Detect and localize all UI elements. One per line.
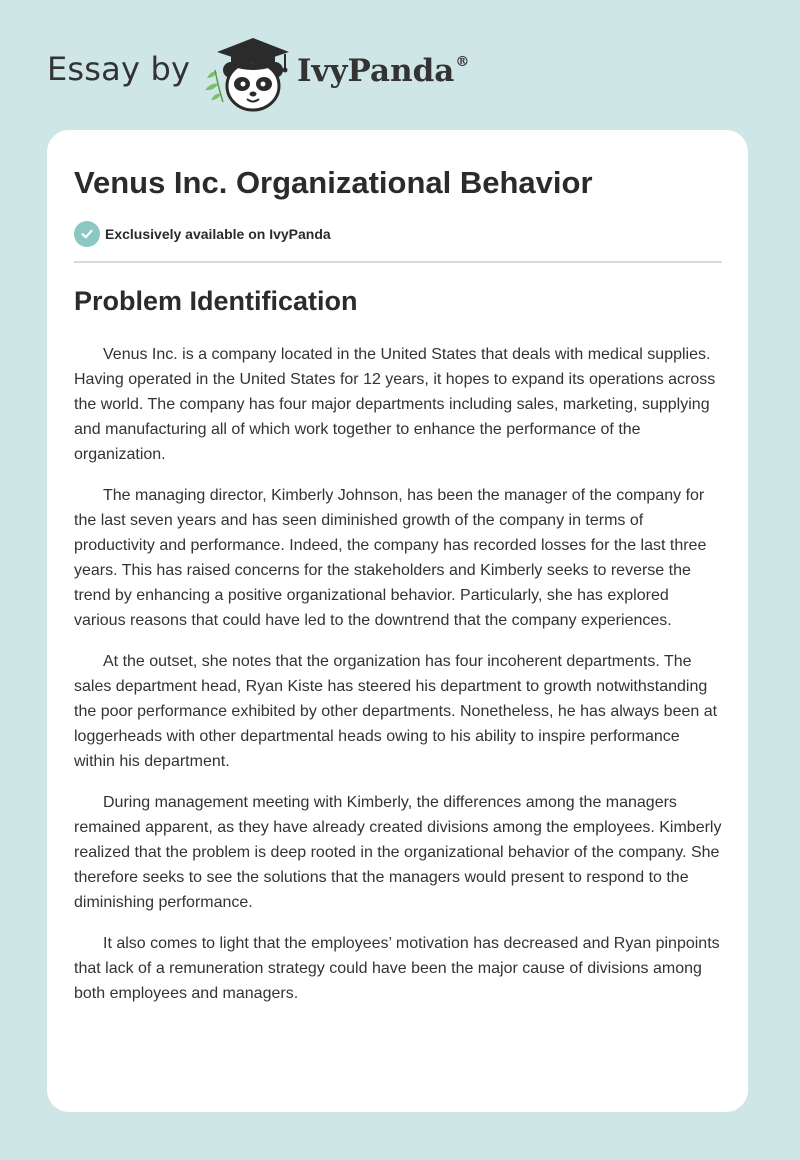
paragraph: At the outset, she notes that the organization has four incoherent departments. The sales department head, Ryan Kiste has steered his department to growth notwithstanding the poor performance exhibited by other departments. Nonetheless, he has always been at loggerheads with other departmental heads owing to his ability to inspire performance within his department. bbox=[74, 653, 718, 770]
section-heading: Problem Identification bbox=[74, 286, 358, 316]
panda-logo-icon bbox=[201, 34, 297, 114]
check-circle-icon bbox=[74, 221, 100, 247]
paragraph: The managing director, Kimberly Johnson, has been the manager of the company for the last seven years and has seen diminished growth of the company in terms of productivity and performance. Indeed, the company has recorded losses for the last three years. This has raised concerns for the stakeholders and Kimberly seeks to reverse the trend by enhancing a positive organizational behavior. Particularly, she has explored various reasons that could have led to the downtrend that the company experiences. bbox=[74, 487, 707, 629]
essay-body bbox=[74, 342, 724, 1022]
divider bbox=[74, 261, 722, 263]
brand-name: IvyPanda® bbox=[297, 53, 470, 89]
paragraph: During management meeting with Kimberly, the differences among the managers remained apparent, as they have already created divisions among the employees. Kimberly realized that the problem is deep rooted in the organizational behavior of the company. She therefore seeks to see the solutions that the managers would present to respond to the diminishing performance. bbox=[74, 794, 722, 911]
brand-header bbox=[47, 28, 507, 118]
exclusive-badge bbox=[74, 221, 331, 247]
brand-prefix: Essay by bbox=[47, 50, 191, 88]
page-title: Venus Inc. Organizational Behavior bbox=[74, 165, 593, 200]
badge-text: Exclusively available on IvyPanda bbox=[105, 226, 331, 242]
paragraph: Venus Inc. is a company located in the United States that deals with medical supplies. Having operated in the United States for 12 years, it hopes to expand its operations across the world. The company has four major departments including sales, marketing, supplying and manufacturing all of which work together to enhance the performance of the organization. bbox=[74, 346, 716, 463]
paragraph: It also comes to light that the employees’ motivation has decreased and Ryan pinpoints that lack of a remuneration strategy could have been the major cause of divisions among both employees and managers. bbox=[74, 935, 720, 1002]
essay-card bbox=[47, 130, 748, 1112]
